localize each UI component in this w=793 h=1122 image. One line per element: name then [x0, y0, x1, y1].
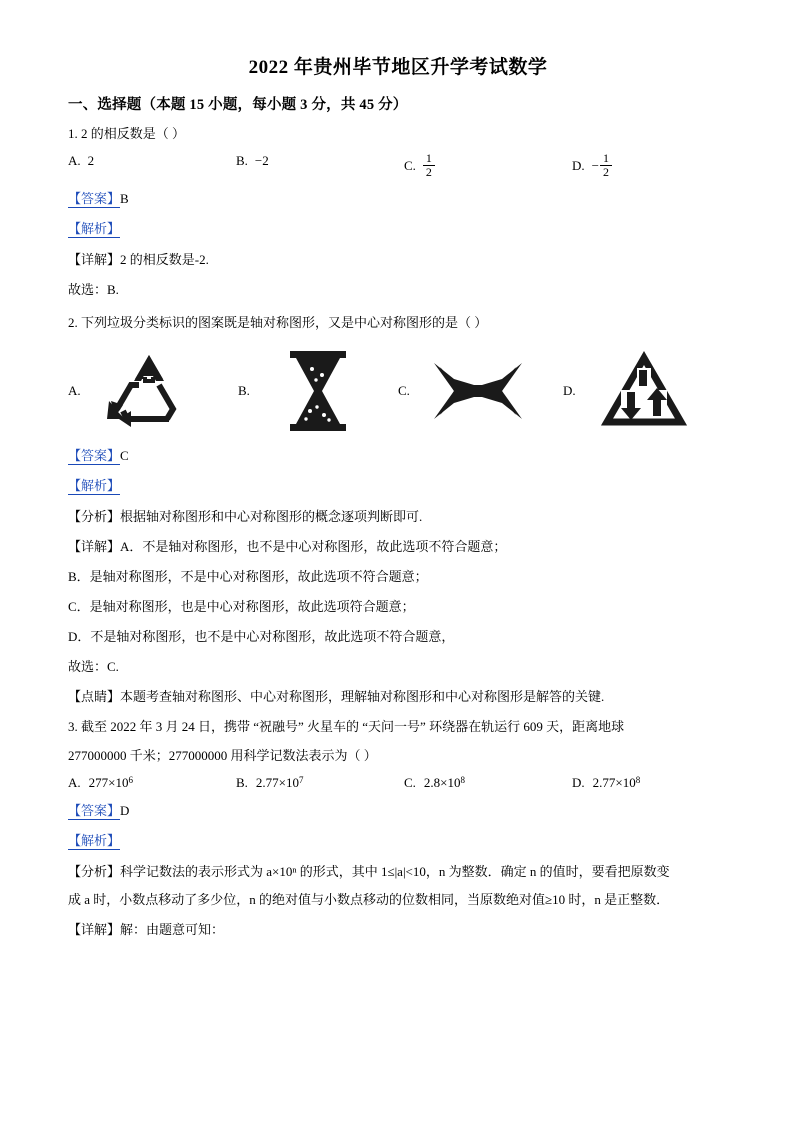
option-d-base: 2.77×10	[592, 775, 636, 791]
x-cross-icon	[424, 347, 532, 435]
page-title: 2022 年贵州毕节地区升学考试数学	[248, 57, 548, 78]
question-3-number: 3.	[68, 718, 78, 734]
question-3-fenxi-line2: 成 a 时，小数点移动了多少位，n 的绝对值与小数点移动的位数相同，当原数绝对值≥10 时，n 是正整数．	[68, 891, 670, 907]
question-2-detail-a: 【详解】A．不是轴对称图形，也不是中心对称图形，故此选项不符合题意；	[68, 538, 507, 554]
question-3-stem-line2: 277000000 千米；277000000 用科学记数法表示为（ ）	[68, 748, 377, 764]
question-2-detail-c: C．是轴对称图形，也是中心对称图形，故此选项符合题意；	[68, 598, 415, 614]
option-c-numerator: 1	[425, 151, 432, 166]
option-b-label: B.	[238, 383, 250, 399]
question-2-dianjing: 【点睛】本题考查轴对称图形、中心对称图形，理解轴对称图形和中心对称图形是解答的关键.	[68, 688, 605, 704]
question-2-analysis-tag	[68, 476, 728, 497]
option-a-label: A.	[68, 383, 81, 399]
analysis-tag: 【解析】	[68, 477, 121, 493]
question-2-number: 2.	[68, 314, 78, 330]
question-2-fenxi: 【分析】根据轴对称图形和中心对称图形的概念逐项判断即可.	[68, 508, 423, 524]
option-b-icon-cell[interactable]	[238, 346, 398, 436]
question-2-answer-value: C	[120, 448, 129, 464]
option-c-base: 2.8×10	[423, 775, 461, 791]
option-b[interactable]	[236, 775, 404, 791]
option-c[interactable]	[404, 775, 572, 791]
question-1-answer-value: B	[120, 191, 129, 207]
option-a-value: 2	[87, 153, 95, 169]
question-2-detail-d: D．不是轴对称图形，也不是中心对称图形，故此选项不符合题意，	[68, 628, 455, 644]
option-d[interactable]	[572, 775, 722, 791]
option-b-label: B.	[236, 775, 248, 791]
hourglass-icon	[264, 347, 372, 435]
question-1-stem	[68, 123, 728, 145]
option-b-exponent: 7	[299, 775, 304, 786]
option-d-label: D.	[572, 775, 585, 791]
question-1-detail: 【详解】2 的相反数是-2.	[68, 251, 209, 267]
option-c-label: C.	[404, 158, 416, 174]
analysis-tag: 【解析】	[68, 832, 121, 848]
option-b[interactable]	[236, 153, 404, 169]
option-b-value: −2	[254, 153, 269, 169]
option-b-base: 2.77×10	[255, 775, 300, 791]
question-1-answer	[68, 189, 728, 210]
question-1-number: 1.	[68, 126, 78, 141]
section-heading: 一、选择题（本题 15 小题，每小题 3 分，共 45 分）	[68, 97, 408, 113]
document-content	[68, 52, 728, 949]
option-c-denominator: 2	[423, 165, 435, 179]
question-2-choose: 故选：C.	[68, 658, 119, 674]
option-a-exponent: 6	[128, 775, 133, 786]
question-3-answer-value: D	[120, 803, 130, 819]
option-c-icon-cell[interactable]	[398, 346, 563, 436]
question-3-options	[68, 775, 728, 791]
question-3-stem-line1	[68, 716, 728, 738]
option-d-label: D.	[572, 158, 585, 174]
question-2-stem	[68, 312, 728, 334]
option-d-sign: −	[591, 158, 599, 174]
option-c-exponent: 8	[460, 775, 466, 786]
question-3-analysis-tag	[68, 831, 728, 852]
question-3-detail: 【详解】解：由题意可知：	[68, 921, 225, 937]
option-d-label: D.	[563, 383, 576, 399]
option-a-icon-cell[interactable]	[68, 346, 238, 436]
option-d-fraction	[600, 152, 612, 178]
option-a[interactable]	[68, 153, 236, 169]
option-a-base: 277×10	[88, 775, 129, 791]
answer-tag: 【答案】	[68, 803, 121, 819]
question-3-text-1: 截至 2022 年 3 月 24 日，携带 “祝融号” 火星车的 “天问一号” 环绕器在轨运行 609 天，距离地球	[81, 718, 625, 734]
question-3-fenxi-line1: 【分析】科学记数法的表示形式为 a×10ⁿ 的形式，其中 1≤|a|<10，n 为整数．确定 n 的值时，要看把原数变	[68, 863, 670, 879]
question-1-text: 2 的相反数是（ ）	[81, 126, 186, 141]
question-2-detail-b: B．是轴对称图形，不是中心对称图形，故此选项不符合题意；	[68, 568, 428, 584]
option-d-denominator: 2	[600, 165, 612, 179]
option-a-label: A.	[68, 775, 81, 791]
option-d-icon-cell[interactable]	[563, 346, 713, 436]
option-d-exponent: 8	[635, 775, 641, 786]
option-d-numerator: 1	[602, 151, 609, 166]
option-b-label: B.	[236, 153, 248, 169]
option-c-fraction	[423, 152, 435, 178]
option-d-value	[592, 153, 613, 179]
option-c-label: C.	[404, 775, 416, 791]
question-1-options	[68, 153, 728, 179]
option-a[interactable]	[68, 775, 236, 791]
answer-tag: 【答案】	[68, 191, 121, 207]
recycle-mobius-icon	[590, 347, 698, 435]
question-2-options	[68, 346, 728, 436]
question-1-analysis-tag	[68, 219, 728, 240]
question-3-answer	[68, 801, 728, 822]
option-c[interactable]	[404, 153, 572, 179]
option-d[interactable]	[572, 153, 722, 179]
option-a-label: A.	[68, 153, 81, 169]
question-2-answer	[68, 446, 728, 467]
option-c-label: C.	[398, 383, 410, 399]
question-1-choose: 故选：B.	[68, 281, 119, 297]
question-2-text: 下列垃圾分类标识的图案既是轴对称图形，又是中心对称图形的是（ ）	[81, 314, 488, 330]
answer-tag: 【答案】	[68, 448, 121, 464]
recycle-triangle-arrows-icon	[95, 347, 203, 435]
analysis-tag: 【解析】	[68, 221, 121, 237]
